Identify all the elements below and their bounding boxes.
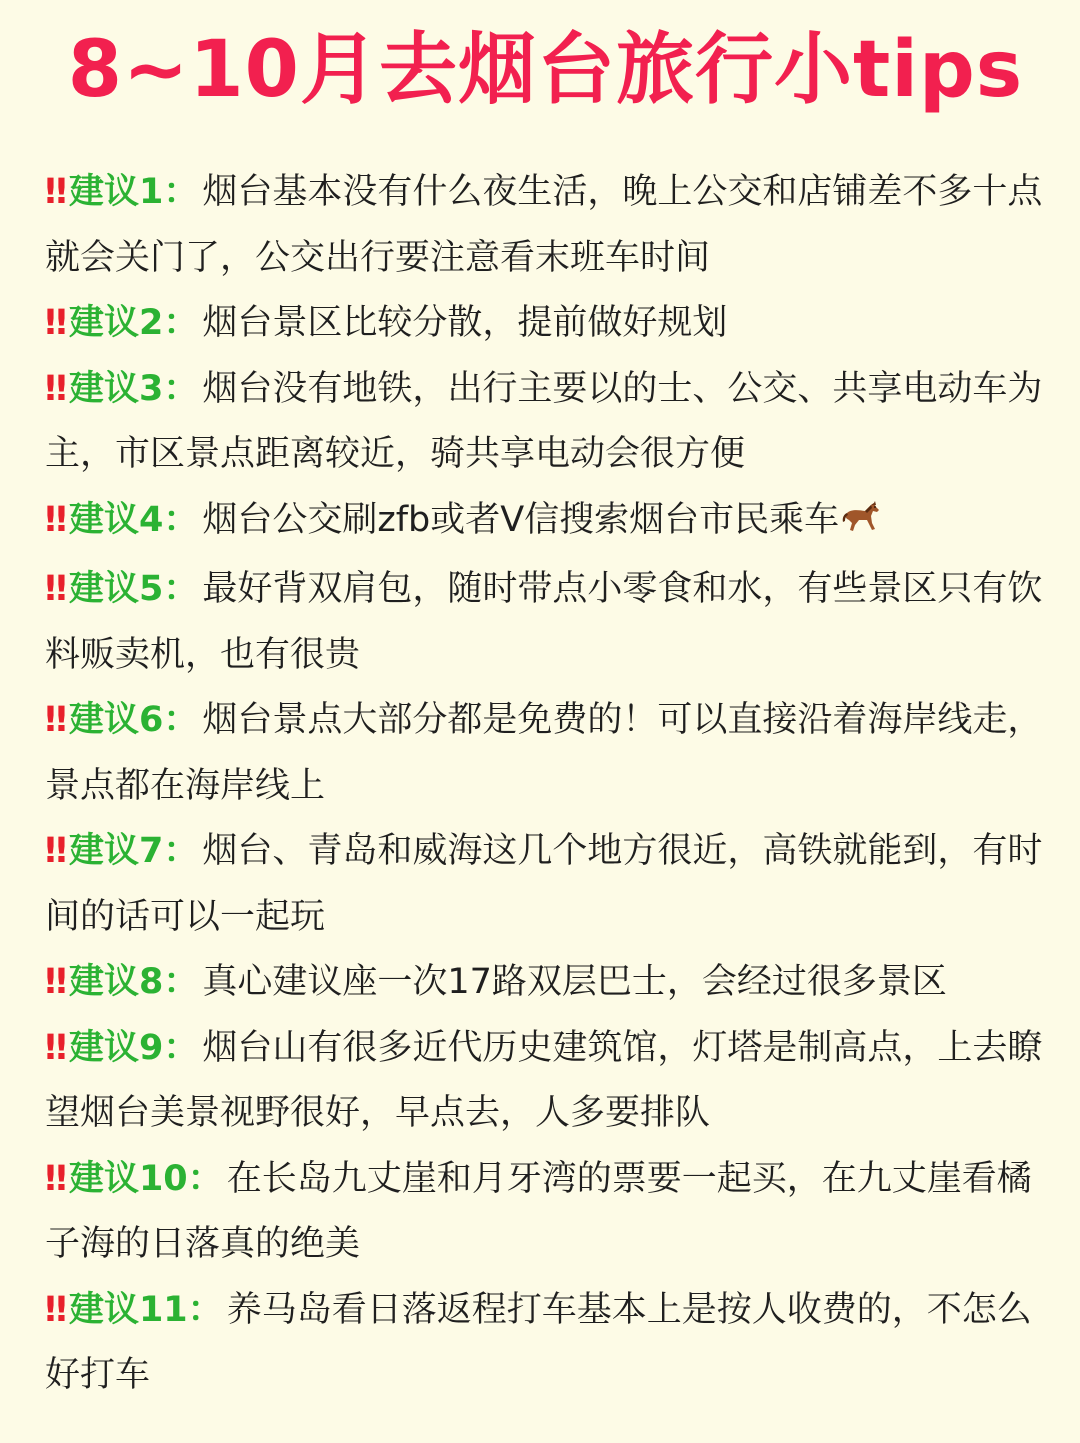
tip-label: 建议11: [68, 1289, 188, 1330]
list-item: [45, 1278, 1046, 1409]
page-title: 8~10月去烟台旅行小tips: [67, 25, 1024, 115]
tip-text: 烟台没有地铁，出行主要以的士、公交、共享电动车为主，市区景点距离较近，骑共享电动会很方便: [45, 368, 1043, 474]
tip-label: 建议9: [68, 1027, 164, 1068]
tip-text: 烟台基本没有什么夜生活，晚上公交和店铺差不多十点就会关门了，公交出行要注意看末班车时间: [45, 172, 1043, 278]
list-item: [45, 1016, 1046, 1147]
tip-text: 烟台景区比较分散，提前做好规划: [202, 303, 728, 343]
tip-text: 在长岛九丈崖和月牙湾的票要一起买，在九丈崖看橘子海的日落真的绝美: [45, 1158, 1032, 1264]
tip-colon: ：: [163, 303, 199, 343]
tip-colon: ：: [163, 569, 199, 609]
tip-colon: ：: [187, 1289, 223, 1330]
tip-label: 建议1: [68, 172, 164, 212]
list-item: [45, 557, 1046, 688]
tip-colon: ：: [163, 1027, 199, 1068]
tip-label: 建议6: [68, 700, 164, 740]
double-exclamation-icon: ‼: [45, 368, 61, 409]
tip-text: 烟台、青岛和威海这几个地方很近，高铁就能到，有时间的话可以一起玩: [45, 831, 1043, 937]
double-exclamation-icon: ‼: [45, 499, 61, 540]
tip-text: 烟台公交刷zfb或者V信搜索烟台市民乘车: [202, 499, 840, 540]
tip-text: 最好背双肩包，随时带点小零食和水，有些景区只有饮料贩卖机，也有很贵: [45, 569, 1043, 675]
list-item: [45, 160, 1046, 291]
double-exclamation-icon: ‼: [45, 831, 61, 871]
list-item: [45, 819, 1046, 950]
tip-text: 养马岛看日落返程打车基本上是按人收费的，不怎么好打车: [45, 1289, 1032, 1395]
tips-list: [45, 160, 1046, 1409]
tip-label: 建议8: [68, 962, 164, 1002]
list-item: [45, 291, 1046, 357]
tip-label: 建议10: [68, 1158, 188, 1199]
list-item: [45, 1147, 1046, 1278]
double-exclamation-icon: ‼: [45, 1027, 61, 1068]
tip-text: 烟台景点大部分都是免费的！可以直接沿着海岸线走，景点都在海岸线上: [45, 700, 1043, 806]
tip-label: 建议5: [68, 569, 164, 609]
tip-colon: ：: [163, 172, 199, 212]
tip-colon: ：: [163, 700, 199, 740]
tip-colon: ：: [163, 962, 199, 1002]
double-exclamation-icon: ‼: [45, 569, 61, 609]
list-item: [45, 688, 1046, 819]
tip-colon: ：: [163, 831, 199, 871]
tip-colon: ：: [187, 1158, 223, 1199]
double-exclamation-icon: ‼: [45, 962, 61, 1002]
tip-label: 建议3: [68, 368, 164, 409]
list-item: [45, 950, 1046, 1016]
tip-text: 真心建议座一次17路双层巴士，会经过很多景区: [202, 962, 947, 1002]
list-item: [45, 357, 1046, 488]
double-exclamation-icon: ‼: [45, 1289, 61, 1330]
double-exclamation-icon: ‼: [45, 303, 61, 343]
tip-label: 建议2: [68, 303, 164, 343]
tip-colon: ：: [163, 368, 199, 409]
tip-text: 烟台山有很多近代历史建筑馆，灯塔是制高点，上去瞭望烟台美景视野很好，早点去，人多要排队: [45, 1027, 1043, 1133]
horse-icon: [841, 492, 881, 558]
double-exclamation-icon: ‼: [45, 1158, 61, 1199]
double-exclamation-icon: ‼: [45, 172, 61, 212]
tip-label: 建议7: [68, 831, 164, 871]
tip-label: 建议4: [68, 499, 164, 540]
list-item: [45, 488, 1046, 558]
tip-colon: ：: [163, 499, 199, 540]
double-exclamation-icon: ‼: [45, 700, 61, 740]
